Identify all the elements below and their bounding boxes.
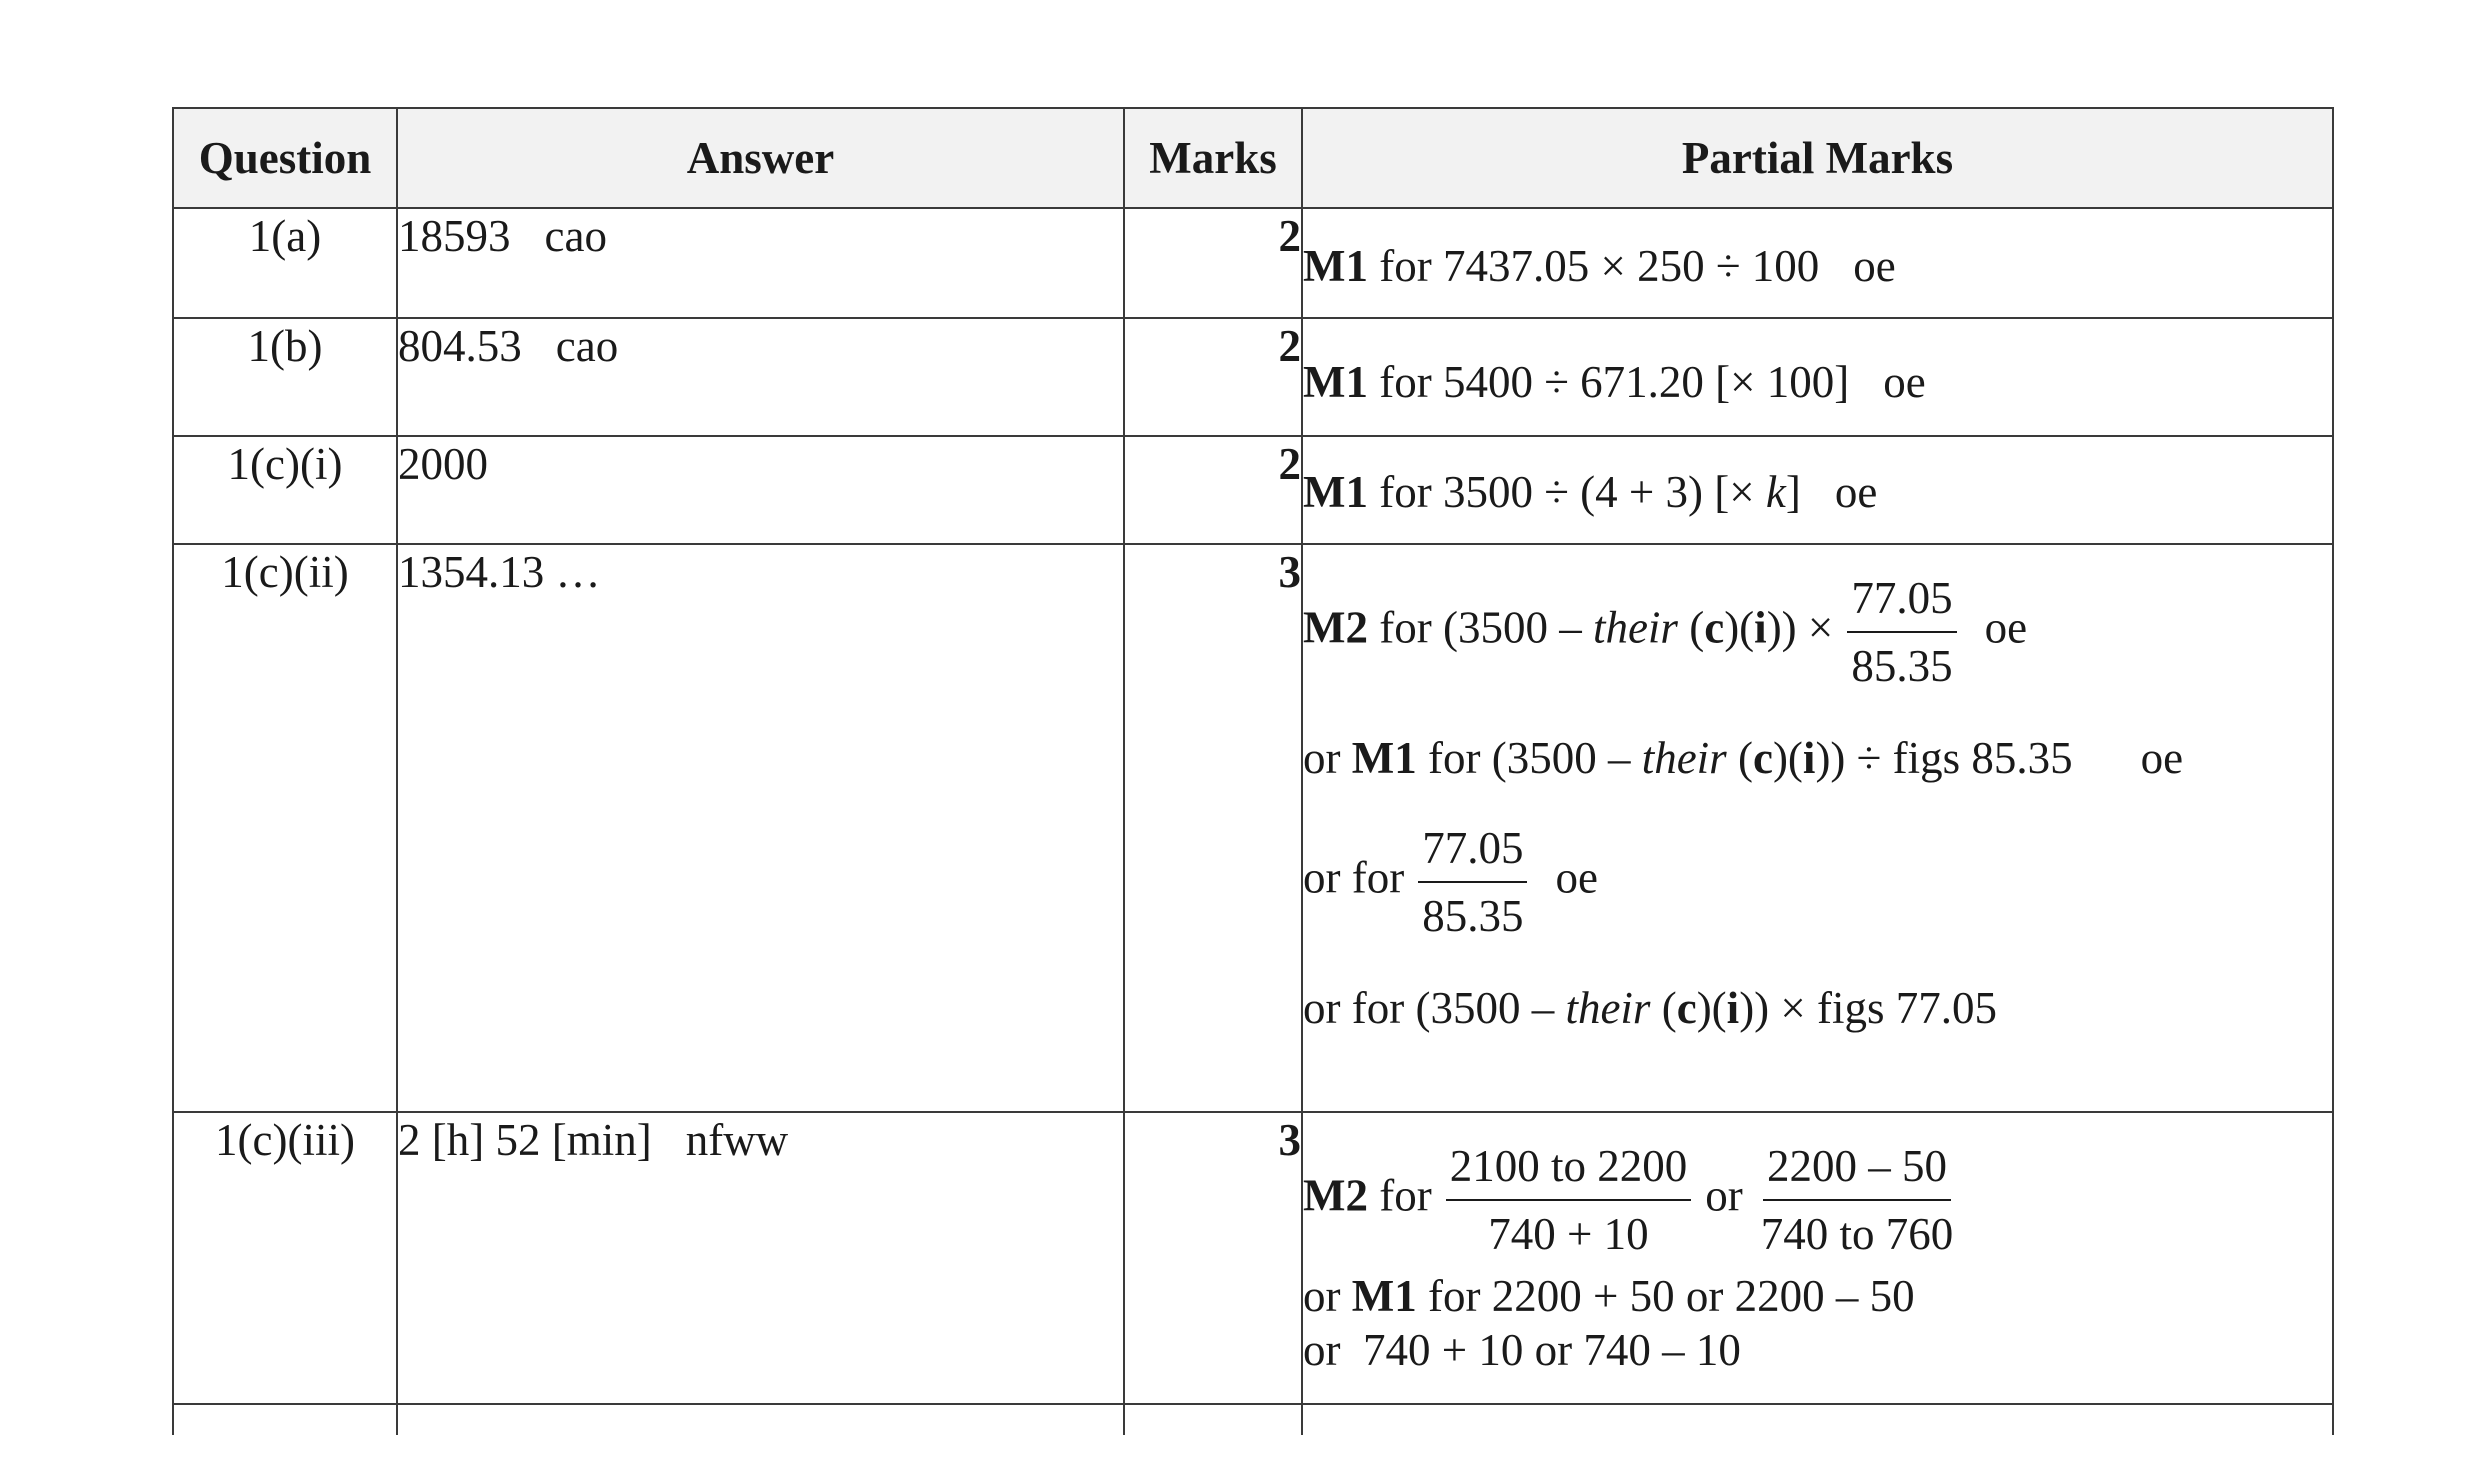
marks-cell: 2 xyxy=(1124,208,1302,318)
question-cell: 1(c)(iii) xyxy=(173,1112,397,1404)
mark-code: M1 xyxy=(1303,241,1368,291)
table-row xyxy=(173,208,2333,318)
question-cell: 1(a) xyxy=(173,208,397,318)
fraction: $\frac{77.05}{85.35}$ xyxy=(1418,821,1527,943)
marks-cell: 3 xyxy=(1124,1112,1302,1404)
mark-code: M1 xyxy=(1303,357,1368,407)
fraction: $\frac{2200 - 50}{740 to 760}$ xyxy=(1760,1141,1954,1259)
answer-cell xyxy=(397,544,1124,1112)
partial-line: or 740 + 10 or 740 – 10 xyxy=(1303,1325,1741,1375)
partial-marks-cell xyxy=(1302,318,2333,436)
answer-note: nfww xyxy=(685,1115,789,1165)
table-row xyxy=(173,318,2333,436)
mark-text: for 7437.05 × 250 ÷ 100 xyxy=(1379,241,1820,291)
header-row xyxy=(173,108,2333,208)
question-cell: 1(b) xyxy=(173,318,397,436)
answer-cell xyxy=(397,436,1124,544)
answer-value: 2 [h] 52 [min] xyxy=(398,1115,652,1165)
marks-cell: 2 xyxy=(1124,436,1302,544)
answer-cell xyxy=(397,208,1124,318)
answer-cell xyxy=(397,318,1124,436)
partial-line: or for (3500 – their (c)(i)) × figs 77.05 xyxy=(1303,983,1998,1033)
header-partial-marks: Partial Marks xyxy=(1302,108,2333,208)
question-cell: 1(c)(ii) xyxy=(173,544,397,1112)
answer-value: 804.53 xyxy=(398,321,522,371)
answer-note: cao xyxy=(544,211,607,261)
mark-text: for 3500 ÷ (4 + 3) [× xyxy=(1379,467,1755,517)
header-marks: Marks xyxy=(1124,108,1302,208)
question-cell: 1(c)(i) xyxy=(173,436,397,544)
fraction: $\frac{77.05}{85.35}$ xyxy=(1847,571,1956,693)
table-row xyxy=(173,1112,2333,1404)
fraction: $\frac{2100 to 2200}{740 + 10}$ xyxy=(1446,1139,1692,1261)
partial-line: or M1 for (3500 – their (c)(i)) ÷ figs 85.35 oe xyxy=(1303,733,2184,783)
partial-marks-cell xyxy=(1302,436,2333,544)
marks-cell: 2 xyxy=(1124,318,1302,436)
table-row-continuation xyxy=(173,1404,2333,1435)
header-question: Question xyxy=(173,108,397,208)
mark-suffix: oe xyxy=(1834,467,1878,517)
table-row xyxy=(173,436,2333,544)
answer-cell xyxy=(397,1112,1124,1404)
partial-line: M2 for $\frac{2100 to 2200}{740 + 10}$ or $\frac{2200 - 50}{740 to 760}$ xyxy=(1303,1139,2332,1261)
marks-cell: 3 xyxy=(1124,544,1302,1112)
partial-line: or for $\frac{77.05}{85.35}$ oe xyxy=(1303,823,1598,941)
mark-code: M1 xyxy=(1303,467,1368,517)
header-answer: Answer xyxy=(397,108,1124,208)
partial-marks-cell xyxy=(1302,208,2333,318)
table-row xyxy=(173,544,2333,1112)
answer-value: 2000 xyxy=(398,439,488,489)
partial-marks-cell xyxy=(1302,544,2333,1112)
answer-note: cao xyxy=(555,321,619,371)
variable-k: k xyxy=(1765,467,1786,517)
partial-marks-cell xyxy=(1302,1112,2333,1404)
answer-value: 18593 xyxy=(398,211,511,261)
mark-scheme-table xyxy=(172,107,2334,1435)
answer-value: 1354.13 … xyxy=(398,547,601,597)
mark-text: for 5400 ÷ 671.20 [× 100] xyxy=(1379,357,1850,407)
mark-text-close: ] xyxy=(1785,467,1801,517)
partial-line: M2 for (3500 – their (c)(i)) × $\frac{77.05}{85.35}$ oe xyxy=(1303,573,2028,691)
mark-suffix: oe xyxy=(1853,241,1896,291)
partial-line: or M1 for 2200 + 50 or 2200 – 50 xyxy=(1303,1271,1915,1321)
mark-suffix: oe xyxy=(1883,357,1926,407)
